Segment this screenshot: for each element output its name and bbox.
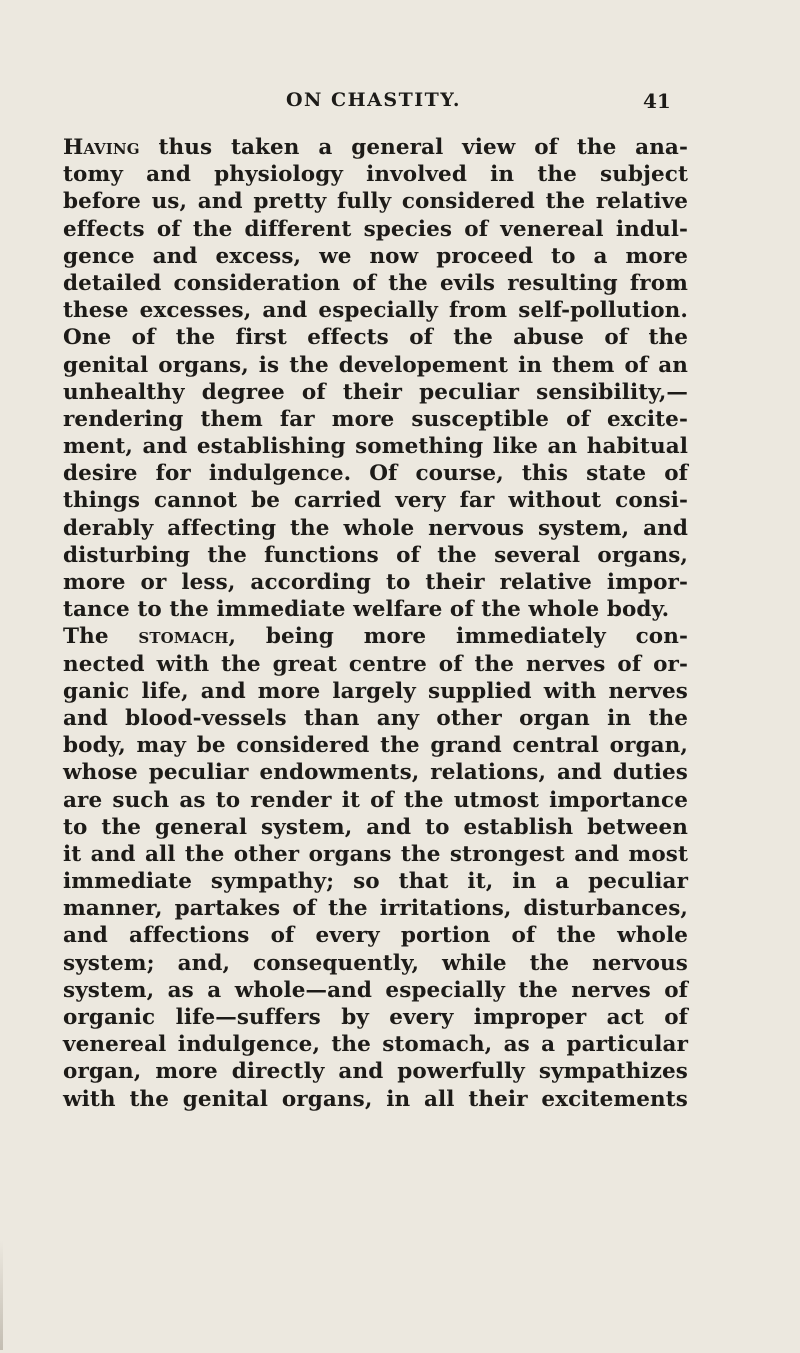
text-line: to the general system, and to establish between (63, 814, 688, 840)
line-text: , being more immediately con- (228, 624, 688, 650)
text-line: desire for indulgence. Of course, this state of (63, 461, 688, 487)
text-line: ment, and establishing something like an habitual (63, 434, 688, 460)
text-line: whose peculiar endowments, relations, and duties (63, 760, 688, 786)
text-line: genital organs, is the developement in them of an (63, 352, 688, 378)
text-line: organic life—suffers by every improper act of (63, 1005, 688, 1030)
text-line: unhealthy degree of their peculiar sensibility,— (63, 379, 688, 405)
text-line: One of the first effects of the abuse of the (63, 325, 688, 351)
body-text (63, 134, 688, 1113)
text-line: venereal indulgence, the stomach, as a particular (63, 1032, 688, 1058)
page-number: 41 (643, 89, 671, 113)
text-line: organ, more directly and powerfully sympathizes (63, 1059, 688, 1085)
text-line: nected with the great centre of the nerves of or- (63, 651, 688, 677)
page-edge-shadow (0, 1240, 3, 1350)
text-line: and blood-vessels than any other organ in the (63, 705, 688, 731)
small-caps-lead: Having (63, 135, 140, 160)
text-line: system; and, consequently, while the nervous (63, 950, 688, 976)
text-line: detailed consideration of the evils resulting from (63, 270, 688, 296)
text-line: tomy and physiology involved in the subject (63, 162, 688, 188)
text-line: tance to the immediate welfare of the whole body. (63, 597, 670, 623)
small-caps-term: stomach (138, 624, 229, 650)
text-line: it and all the other organs the strongest and most (63, 841, 688, 867)
text-line: more or less, according to their relative impor- (63, 570, 688, 595)
text-line: effects of the different species of venereal indul- (63, 216, 688, 242)
line-text: thus taken a general view of the ana- (139, 135, 688, 160)
text-line: immediate sympathy; so that it, in a peculiar (63, 869, 688, 895)
text-line: things cannot be carried very far without consi- (63, 488, 688, 514)
text-line: gence and excess, we now proceed to a more (63, 243, 688, 269)
text-line: system, as a whole—and especially the nerves of (63, 977, 688, 1003)
text-line: derably affecting the whole nervous system, and (63, 515, 688, 541)
text-line: with the genital organs, in all their excitements (63, 1086, 688, 1112)
text-line: ganic life, and more largely supplied with nerves (63, 678, 688, 704)
text-line (63, 134, 688, 161)
running-title: ON CHASTITY. (286, 89, 461, 111)
text-line: manner, partakes of the irritations, disturbances, (63, 896, 688, 922)
text-line: are such as to render it of the utmost importance (63, 787, 688, 813)
text-line: these excesses, and especially from self-pollution. (63, 298, 688, 324)
line-text: The (63, 624, 139, 650)
text-line: before us, and pretty fully considered the relative (63, 189, 688, 215)
text-line: disturbing the functions of the several organs, (63, 542, 688, 568)
text-line: rendering them far more susceptible of excite- (63, 406, 688, 432)
text-line (63, 623, 688, 650)
running-head (0, 89, 800, 119)
text-line: body, may be considered the grand central organ, (63, 733, 688, 759)
text-line: and affections of every portion of the whole (63, 923, 688, 949)
